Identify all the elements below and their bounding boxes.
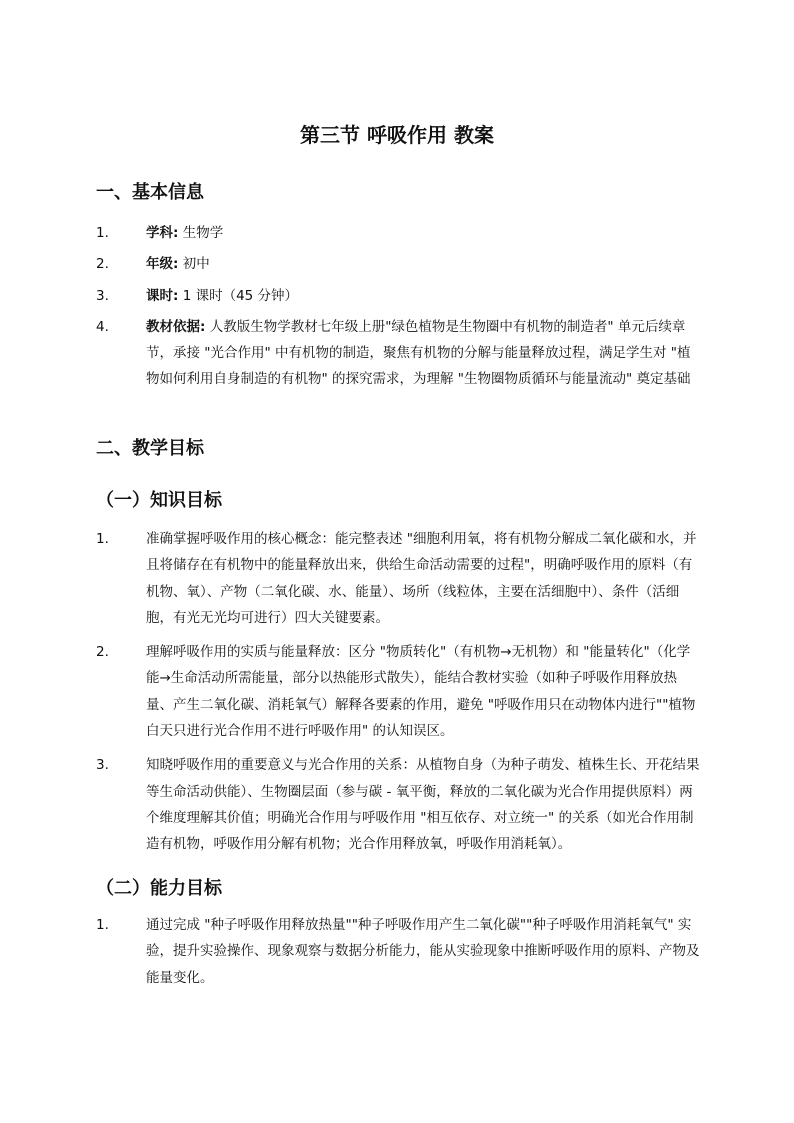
list-item [96,912,702,991]
section-teaching-goals-heading: 二、教学目标 [96,438,204,459]
item-text: 知晓呼吸作用的重要意义与光合作用的关系：从植物自身（为种子萌发、植株生长、开花结果等生命活动供能）、生物圈层面（参与碳 - 氧平衡，释放的二氧化碳为光合作用提供原料）两个维度理解其价值；明确光合作用与呼吸作用 "相互依存、对立统一" 的关系（如光合作用制造有机物，呼吸作用分解有机物；光合作用释放氧，呼吸作用消耗氧）。 [146,757,700,853]
list-number: 4. [96,318,109,335]
item-label: 年级: [146,256,179,273]
list-number: 2. [96,256,109,273]
list-number: 1. [96,225,109,241]
item-text: 理解呼吸作用的实质与能量释放：区分 "物质转化"（有机物→无机物）和 "能量转化"（化学能→生命活动所需能量，部分以热能形式散失），能结合教材实验（如种子呼吸作用释放热量、产生二氧化碳、消耗氧气）解释各要素的作用，避免 "呼吸作用只在动物体内进行""植物白天只进行光合作用不进行呼吸作用" 的认知误区。 [146,644,696,740]
item-text: 1 课时（45 分钟） [178,287,299,304]
knowledge-goals-list [96,526,702,858]
ability-goals-list [96,912,702,991]
knowledge-goals-heading: （一）知识目标 [96,490,222,511]
list-number: 3. [96,287,109,304]
item-text: 初中 [178,256,210,273]
list-item [96,220,702,246]
item-text: 通过完成 "种子呼吸作用释放热量""种子呼吸作用产生二氧化碳""种子呼吸作用消耗氧气" 实验，提升实验操作、现象观察与数据分析能力，能从实验现象中推断呼吸作用的原料、产物及能量变化。 [146,917,700,986]
list-number: 2. [96,644,109,661]
list-item [96,283,702,309]
basic-info-list [96,220,702,393]
item-text: 生物学 [178,225,224,241]
list-item [96,526,702,631]
item-text: 准确掌握呼吸作用的核心概念：能完整表述 "细胞利用氧，将有机物分解成二氧化碳和水，并且将储存在有机物中的能量释放出来，供给生命活动需要的过程"，明确呼吸作用的原料（有机物、氧）、产物（二氧化碳、水、能量）、场所（线粒体，主要在活细胞中）、条件（活细胞，有光无光均可进行）四大关键要素。 [146,531,697,626]
list-number: 3. [96,757,109,774]
list-item [96,314,702,393]
item-label: 学科: [146,225,179,241]
document-title: 第三节 呼吸作用 教案 [300,123,494,147]
list-item [96,639,702,744]
list-item [96,251,702,277]
section-basic-info-heading: 一、基本信息 [96,182,204,203]
item-label: 教材依据: [146,318,206,335]
item-text: 人教版生物学教材七年级上册"绿色植物是生物圈中有机物的制造者" 单元后续章节，承接 "光合作用" 中有机物的制造，聚焦有机物的分解与能量释放过程，满足学生对 "植物如何利用自身制造的有机物" 的探究需求，为理解 "生物圈物质循环与能量流动" 奠定基础 [146,318,691,388]
list-item [96,752,702,857]
list-number: 1. [96,531,109,547]
list-number: 1. [96,917,109,933]
ability-goals-heading: （二）能力目标 [96,878,222,899]
item-label: 课时: [146,287,179,304]
